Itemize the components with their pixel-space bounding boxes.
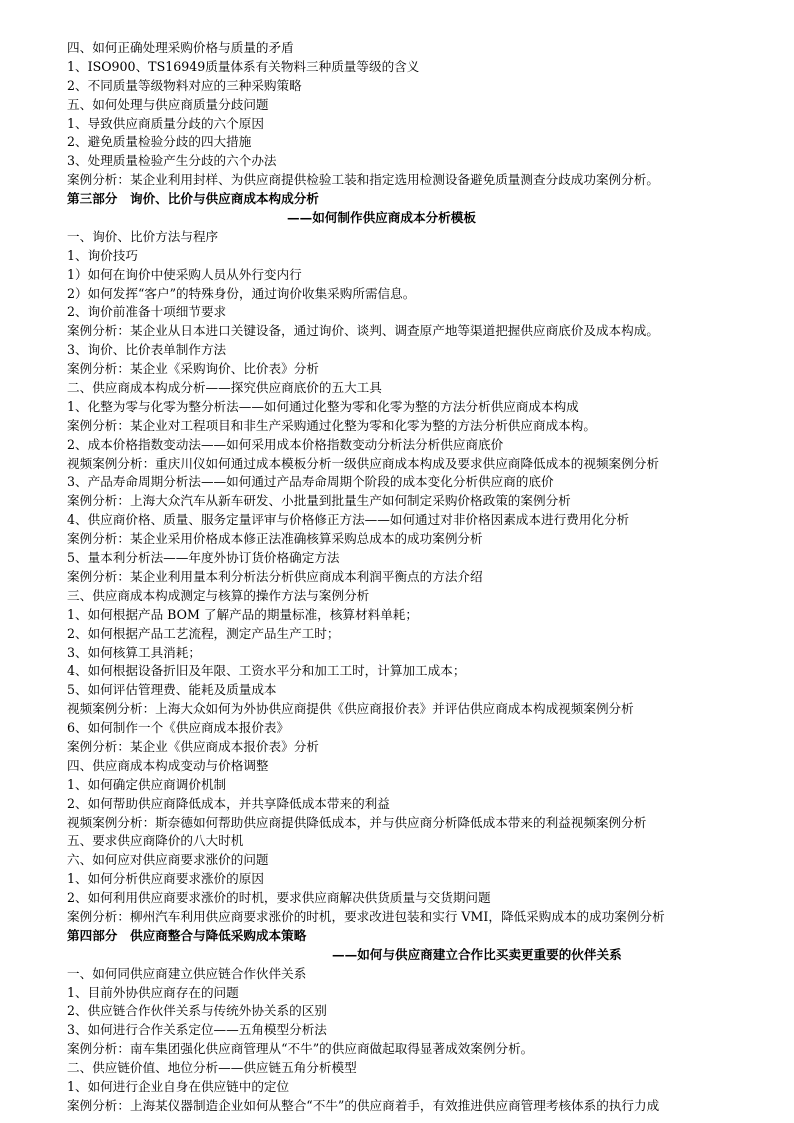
text-line: 案例分析：上海某仪器制造企业如何从整合“不牛”的供应商着手，有效推进供应商管理考核体系的执行力成 — [67, 1097, 660, 1113]
text-line: 1、如何根据产品 BOM 了解产品的期量标准，核算材料单耗； — [67, 606, 418, 622]
text-line: 2、成本价格指数变动法——如何采用成本价格指数变动分析法分析供应商底价 — [67, 436, 504, 452]
text-line: 2、不同质量等级物料对应的三种采购策略 — [67, 77, 302, 93]
text-line: 案例分析：上海大众汽车从新车研发、小批量到批量生产如何制定采购价格政策的案例分析 — [67, 493, 571, 509]
text-line: 视频案例分析：上海大众如何为外协供应商提供《供应商报价表》并评估供应商成本构成视频案例分析 — [67, 701, 634, 717]
text-line: 四、如何正确处理采购价格与质量的矛盾 — [67, 40, 294, 55]
text-line: 1、目前外协供应商存在的问题 — [67, 984, 239, 1000]
text-line: 3、如何核算工具消耗； — [67, 644, 201, 660]
text-line: 案例分析：某企业《采购询价、比价表》分析 — [67, 361, 319, 377]
text-line: 2、如何利用供应商要求涨价的时机，要求供应商解决供货质量与交货期问题 — [67, 890, 491, 906]
section-subtitle: ——如何与供应商建立合作比买卖更重要的伙伴关系 — [332, 946, 622, 962]
text-line: 1、导致供应商质量分歧的六个原因 — [67, 115, 264, 131]
text-line: 2）如何发挥“客户”的特殊身份，通过询价收集采购所需信息。 — [67, 285, 416, 301]
text-line: 5、量本利分析法——年度外协订货价格确定方法 — [67, 550, 340, 566]
text-line: 1、ISO900、TS16949质量体系有关物料三种质量等级的含义 — [67, 58, 420, 74]
text-line: 五、如何处理与供应商质量分歧问题 — [67, 96, 269, 112]
text-line: 一、如何同供应商建立供应链合作伙伴关系 — [67, 965, 307, 981]
text-line: 六、如何应对供应商要求涨价的问题 — [67, 852, 269, 868]
text-line: 3、询价、比价表单制作方法 — [67, 342, 227, 358]
text-line: 视频案例分析：重庆川仪如何通过成本模板分析一级供应商成本构成及要求供应商降低成本的视频案例分析 — [67, 455, 659, 471]
document-page — [67, 39, 747, 1116]
text-line: 四、供应商成本构成变动与价格调整 — [67, 757, 269, 773]
text-line: 视频案例分析：斯奈德如何帮助供应商提供降低成本，并与供应商分析降低成本带来的利益视频案例分析 — [67, 814, 647, 830]
text-line: 二、供应商成本构成分析——探究供应商底价的五大工具 — [67, 380, 382, 396]
text-line: 1、化整为零与化零为整分析法——如何通过化整为零和化零为整的方法分析供应商成本构成 — [67, 398, 579, 414]
text-line: 5、如何评估管理费、能耗及质量成本 — [67, 682, 277, 698]
text-line: 2、避免质量检验分歧的四大措施 — [67, 134, 252, 150]
text-line: 案例分析：某企业采用价格成本修正法准确核算采购总成本的成功案例分析 — [67, 531, 483, 547]
text-line: 一、询价、比价方法与程序 — [67, 228, 219, 244]
text-line: 案例分析：某企业从日本进口关键设备，通过询价、谈判、调查原产地等渠道把握供应商底价及成本构成。 — [67, 323, 659, 339]
text-line: 3、产品寿命周期分析法——如何通过产品寿命周期个阶段的成本变化分析供应商的底价 — [67, 474, 554, 490]
text-line: 案例分析：南车集团强化供应商管理从“不牛”的供应商做起取得显著成效案例分析。 — [67, 1041, 534, 1057]
text-line: 案例分析：某企业对工程项目和非生产采购通过化整为零和化零为整的方法分析供应商成本构。 — [67, 417, 596, 433]
text-line: 2、供应链合作伙伴关系与传统外协关系的区别 — [67, 1003, 327, 1019]
text-line: 1、如何分析供应商要求涨价的原因 — [67, 871, 264, 887]
text-line: 二、供应链价值、地位分析——供应链五角分析模型 — [67, 1060, 357, 1076]
text-line: 案例分析：柳州汽车利用供应商要求涨价的时机，要求改进包装和实行 VMI，降低采购成本的成功案例分析 — [67, 908, 665, 924]
text-line: 三、供应商成本构成测定与核算的操作方法与案例分析 — [67, 587, 370, 603]
text-line: 2、询价前准备十项细节要求 — [67, 304, 227, 320]
section-heading: 第四部分 供应商整合与降低采购成本策略 — [67, 927, 307, 943]
text-line: 6、如何制作一个《供应商成本报价表》 — [67, 720, 290, 736]
text-line: 2、如何帮助供应商降低成本，并共享降低成本带来的利益 — [67, 795, 390, 811]
text-line: 3、处理质量检验产生分歧的六个办法 — [67, 153, 277, 169]
text-line: 4、如何根据设备折旧及年限、工资水平分和加工工时，计算加工成本； — [67, 663, 466, 679]
text-line: 1、如何进行企业自身在供应链中的定位 — [67, 1078, 290, 1094]
text-line: 4、供应商价格、质量、服务定量评审与价格修正方法——如何通过对非价格因素成本进行费用化分析 — [67, 512, 630, 528]
text-line: 1、如何确定供应商调价机制 — [67, 776, 227, 792]
text-line: 案例分析：某企业《供应商成本报价表》分析 — [67, 738, 319, 754]
text-line: 五、要求供应商降价的八大时机 — [67, 833, 244, 849]
section-heading: 第三部分 询价、比价与供应商成本构成分析 — [67, 191, 319, 207]
text-line: 3、如何进行合作关系定位——五角模型分析法 — [67, 1022, 327, 1038]
text-line: 案例分析：某企业利用封样、为供应商提供检验工装和指定选用检测设备避免质量测查分歧成功案例分析。 — [67, 172, 659, 188]
text-line: 1）如何在询价中使采购人员从外行变内行 — [67, 266, 302, 282]
text-line: 2、如何根据产品工艺流程，测定产品生产工时； — [67, 625, 340, 641]
section-subtitle: ——如何制作供应商成本分析模板 — [287, 210, 476, 226]
text-line: 1、询价技巧 — [67, 247, 138, 263]
text-line: 案例分析：某企业利用量本利分析法分析供应商成本利润平衡点的方法介绍 — [67, 568, 483, 584]
